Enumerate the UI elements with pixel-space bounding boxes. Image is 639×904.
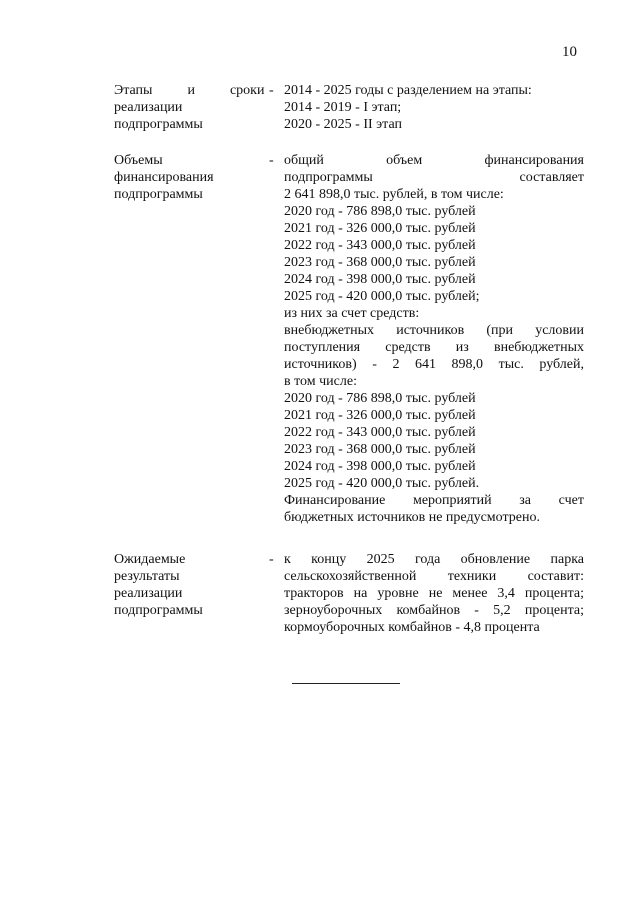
value-line: 2025 год - 420 000,0 тыс. рублей. [284, 476, 480, 491]
dash-separator: - [269, 552, 274, 567]
row-label [114, 82, 265, 133]
row-label [114, 551, 262, 619]
value-line: поступления средств из внебюджетных [284, 340, 584, 355]
row-expected-results [114, 551, 584, 641]
label-line: Этапы и сроки [114, 83, 265, 98]
value-line: в том числе: [284, 374, 357, 389]
value-line: из них за счет средств: [284, 306, 420, 321]
page-number: 10 [562, 44, 577, 60]
value-line: Финансирование мероприятий за счет [284, 493, 584, 508]
value-line: бюджетных источников не предусмотрено. [284, 510, 540, 525]
label-line: подпрограммы [114, 603, 203, 618]
label-line: результаты [114, 569, 180, 584]
value-line: подпрограммы составляет [284, 170, 584, 185]
value-line: 2020 год - 786 898,0 тыс. рублей [284, 391, 476, 406]
value-line: 2021 год - 326 000,0 тыс. рублей [284, 408, 476, 423]
value-line: внебюджетных источников (при условии [284, 323, 584, 338]
value-line: 2025 год - 420 000,0 тыс. рублей; [284, 289, 480, 304]
label-line: реализации [114, 586, 183, 601]
row-value [284, 82, 584, 133]
value-line: 2023 год - 368 000,0 тыс. рублей [284, 442, 476, 457]
label-line: Ожидаемые [114, 552, 186, 567]
row-stages [114, 82, 584, 136]
row-value [284, 152, 584, 526]
row-label [114, 152, 262, 203]
value-line: 2021 год - 326 000,0 тыс. рублей [284, 221, 476, 236]
value-line: источников) - 2 641 898,0 тыс. рублей, [284, 357, 584, 372]
value-line: 2024 год - 398 000,0 тыс. рублей [284, 459, 476, 474]
value-line: тракторов на уровне не менее 3,4 процента; [284, 586, 584, 601]
section-divider [292, 683, 400, 684]
value-line: кормоуборочных комбайнов - 4,8 процента [284, 620, 540, 635]
value-line: 2023 год - 368 000,0 тыс. рублей [284, 255, 476, 270]
value-line: 2024 год - 398 000,0 тыс. рублей [284, 272, 476, 287]
row-value [284, 551, 584, 636]
value-line: сельскохозяйственной техники составит: [284, 569, 584, 584]
label-line: реализации [114, 100, 183, 115]
value-line: 2020 год - 786 898,0 тыс. рублей [284, 204, 476, 219]
value-line: общий объем финансирования [284, 153, 584, 168]
value-line: зерноуборочных комбайнов - 5,2 процента; [284, 603, 584, 618]
value-line: 2 641 898,0 тыс. рублей, в том числе: [284, 187, 504, 202]
dash-separator: - [269, 83, 274, 98]
value-line: к концу 2025 года обновление парка [284, 552, 584, 567]
label-line: подпрограммы [114, 187, 203, 202]
label-line: финансирования [114, 170, 214, 185]
label-line: подпрограммы [114, 117, 203, 132]
label-line: Объемы [114, 153, 163, 168]
value-line: 2020 - 2025 - II этап [284, 117, 402, 132]
value-line: 2014 - 2019 - I этап; [284, 100, 402, 115]
dash-separator: - [269, 153, 274, 168]
row-funding [114, 152, 584, 532]
value-line: 2022 год - 343 000,0 тыс. рублей [284, 425, 476, 440]
value-line: 2022 год - 343 000,0 тыс. рублей [284, 238, 476, 253]
value-line: 2014 - 2025 годы с разделением на этапы: [284, 83, 532, 98]
